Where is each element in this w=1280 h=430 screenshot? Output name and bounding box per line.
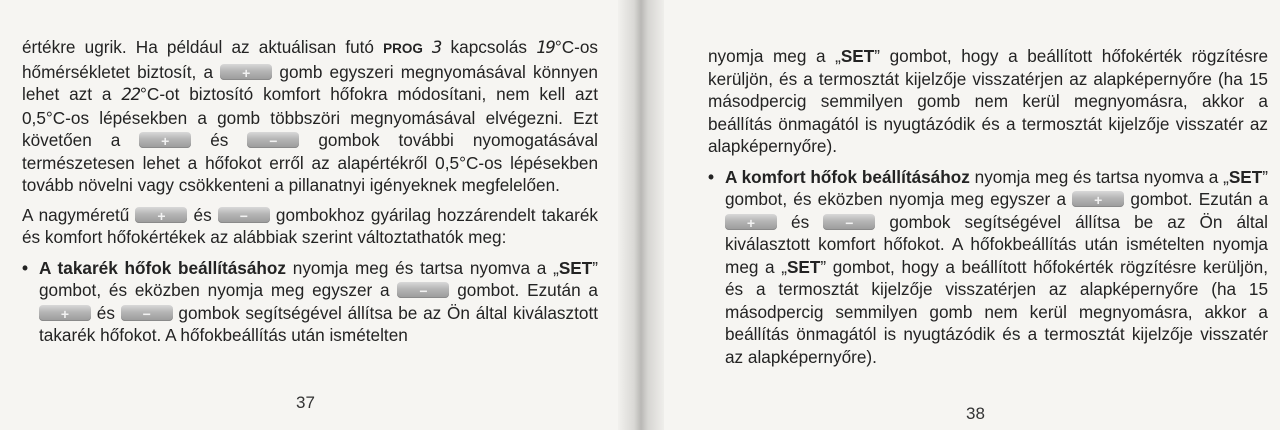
minus-button-icon: − [121, 305, 173, 321]
minus-button-icon: − [218, 207, 270, 223]
prog-label: PROG [383, 41, 423, 56]
plus-button-icon: + [725, 214, 777, 230]
bullet-economy-temp: • A takarék hőfok beállításához nyomja meg és tartsa nyomva a „SET” gombot, és eközben nyomja meg egyszer a − gombot. Ezután a + és − gombok segítségével állítsa be az Ön által kiválasztott takarék hőfokot. A hőfokbeállítás után ismételten [22, 257, 599, 345]
paragraph-buttons: A nagyméretű + és − gombokhoz gyárilag hozzárendelt takarék és komfort hőfokértékek az alábbiak szerint változtathatók meg: [22, 204, 598, 247]
prog-digit: 3 [432, 38, 442, 58]
minus-button-icon: − [247, 132, 299, 148]
plus-button-icon: + [220, 64, 272, 80]
minus-button-icon: − [397, 282, 449, 298]
plus-button-icon: + [139, 132, 191, 148]
plus-button-icon: + [1072, 191, 1124, 207]
minus-button-icon: − [823, 214, 875, 230]
paragraph-intro: értékre ugrik. Ha például az aktuálisan futó PROG 3 kapcsolás 19°C-os hőmérsékletet biztosít, a + gomb egyszeri megnyomásával könnyen lehet azt a 22°C-ot biztosító komfort hőfokra módosítani, nem kell azt 0,5°C-os lépésekben a gomb többszöri megnyomásával elvégezni. Ezt követően a + és − gombok további nyomogatásával természetesen lehet a hőfokot erről az alapértékről 0,5°C-os lépésekben tovább növelni vagy csökkenteni a pillanatnyi igényeknek megfelelően. [22, 37, 599, 195]
bullet-comfort-temp: • A komfort hőfok beállításához nyomja meg és tartsa nyomva a „SET” gombot, és eközben nyomja meg egyszer a + gombot. Ezután a + és − gombok segítségével állítsa be az Ön által kiválasztott komfort hőfokot. A hőfokbeállítás után ismételten nyomja meg a „SET” gombot, hogy a beállított hőfokérték rögzítésre kerüljön, és a termosztát kijelzője visszatérjen az alapképernyőre (ha 15 másodpercig semmilyen gomb nem kerül megnyomásra, akkor a beállítás önmagától is nyugtázódik és a termosztát kijelzője visszatér az alapképernyőre). [708, 166, 1269, 367]
book-gutter [618, 0, 664, 430]
lcd-temp-19: 19 [536, 38, 555, 58]
left-page-text [22, 36, 598, 347]
right-page-text [708, 45, 1268, 368]
bullet-mark: • [22, 257, 29, 278]
bullet-mark: • [708, 166, 715, 187]
page-number-left: 37 [296, 393, 315, 412]
plus-button-icon: + [39, 305, 91, 321]
page-number-right: 38 [966, 404, 985, 423]
paragraph-continuation: nyomja meg a „SET” gombot, hogy a beállított hőfokérték rögzítésre kerüljön, és a termosztát kijelzője visszatérjen az alapképernyőre (ha 15 másodpercig semmilyen gomb nem kerül megnyomásra, akkor a beállítás önmagától is nyugtázódik és a termosztát kijelzője visszatér az alapképernyőre). [708, 46, 1268, 156]
plus-button-icon: + [135, 207, 187, 223]
lcd-temp-22: 22 [121, 85, 141, 105]
